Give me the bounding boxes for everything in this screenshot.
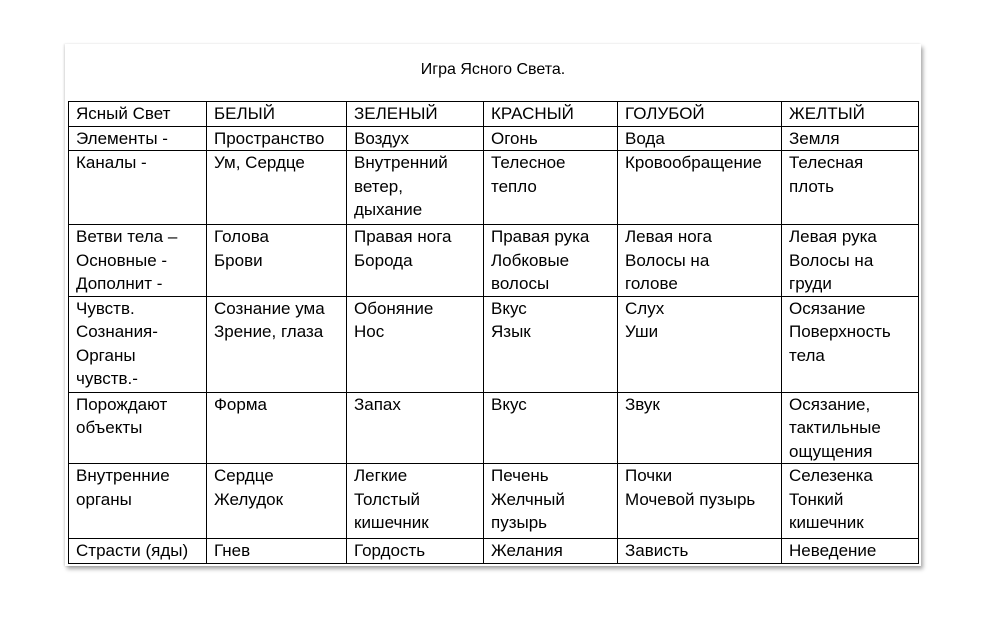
table-cell-blue <box>618 539 782 564</box>
table-cell-blue <box>618 296 782 392</box>
cell-text-line: Тонкий <box>789 489 844 509</box>
cell-text-line: Левая нога <box>625 227 712 246</box>
table-cell-label <box>69 296 207 392</box>
cell-text-line: Воздух <box>354 128 409 148</box>
cell-text-line: Сознания- <box>76 322 158 341</box>
header-cell-label: Ясный Свет <box>69 102 207 127</box>
table-cell-label <box>69 126 207 151</box>
table-cell-red <box>484 296 618 392</box>
correspondence-table <box>68 101 919 564</box>
table-cell-blue <box>618 126 782 151</box>
table-cell-red <box>484 151 618 225</box>
table-cell-yellow <box>782 151 919 225</box>
table-cell-green <box>347 464 484 539</box>
table-cell-red <box>484 225 618 297</box>
cell-text-line: Мочевой пузырь <box>625 489 756 509</box>
table-body <box>69 102 919 564</box>
cell-text-line: Зрение, глаза <box>214 322 324 341</box>
cell-text-line: Волосы на <box>625 250 710 270</box>
table-cell-white <box>207 539 347 564</box>
cell-text-line: Гордость <box>354 541 426 560</box>
cell-text-line: Осязание, <box>789 394 871 414</box>
cell-text-line: Страсти (яды) <box>76 541 189 560</box>
cell-text-line: Каналы - <box>76 153 147 172</box>
table-row <box>69 225 919 297</box>
cell-text-line: Желчный <box>491 489 565 509</box>
cell-text-line: Печень <box>491 466 549 485</box>
cell-text-line: Зависть <box>625 541 689 560</box>
cell-text-line: Слух <box>625 298 665 318</box>
cell-text-line: Телесное <box>491 153 566 172</box>
cell-text-line: Ветви тела – <box>76 227 178 246</box>
cell-text-line: Язык <box>491 322 531 341</box>
cell-text-line: Желудок <box>214 489 284 509</box>
header-cell-white: БЕЛЫЙ <box>207 102 347 127</box>
cell-text-line: Желания <box>491 541 563 560</box>
cell-text-line: Уши <box>625 322 659 341</box>
cell-text-line: волосы <box>491 274 550 293</box>
table-cell-label <box>69 225 207 297</box>
cell-text-line: Осязание <box>789 298 866 318</box>
cell-text-line: Легкие <box>354 466 408 485</box>
cell-text-line: органы <box>76 489 132 509</box>
table-cell-yellow <box>782 464 919 539</box>
table-row <box>69 539 919 564</box>
table-cell-blue <box>618 225 782 297</box>
cell-text-line: Вода <box>625 128 665 148</box>
table-cell-yellow <box>782 126 919 151</box>
table-cell-white <box>207 151 347 225</box>
cell-text-line: Запах <box>354 394 401 414</box>
table-cell-red <box>484 126 618 151</box>
table-cell-blue <box>618 151 782 225</box>
cell-text-line: Правая рука <box>491 227 590 246</box>
cell-text-line: Вкус <box>491 394 527 414</box>
cell-text-line: Нос <box>354 322 385 341</box>
cell-text-line: ощущения <box>789 441 873 461</box>
table-cell-yellow <box>782 539 919 564</box>
table-cell-yellow <box>782 225 919 297</box>
header-cell-red: КРАСНЫЙ <box>484 102 618 127</box>
cell-text-line: Земля <box>789 128 840 148</box>
table-cell-white <box>207 126 347 151</box>
cell-text-line: Основные - <box>76 250 168 270</box>
cell-text-line: Телесная <box>789 153 864 172</box>
cell-text-line: Правая нога <box>354 227 452 246</box>
cell-text-line: Неведение <box>789 541 877 560</box>
cell-text-line: ветер, <box>354 176 403 196</box>
table-cell-label <box>69 464 207 539</box>
cell-text-line: дыхание <box>354 200 423 219</box>
cell-text-line: тела <box>789 345 825 365</box>
cell-text-line: Органы <box>76 345 136 365</box>
table-row <box>69 392 919 464</box>
cell-text-line: кишечник <box>789 513 864 532</box>
table-row <box>69 296 919 392</box>
header-cell-yellow: ЖЕЛТЫЙ <box>782 102 919 127</box>
cell-text-line: Поверхность <box>789 322 891 341</box>
cell-text-line: объекты <box>76 418 143 437</box>
cell-text-line: тепло <box>491 176 537 196</box>
table-cell-red <box>484 464 618 539</box>
table-cell-white <box>207 464 347 539</box>
cell-text-line: Чувств. <box>76 298 135 318</box>
cell-text-line: голове <box>625 274 678 293</box>
cell-text-line: Почки <box>625 466 673 485</box>
cell-text-line: Кровообращение <box>625 153 762 172</box>
table-row <box>69 464 919 539</box>
cell-text-line: Гнев <box>214 541 251 560</box>
table-cell-red <box>484 392 618 464</box>
cell-text-line: кишечник <box>354 513 429 532</box>
cell-text-line: Дополнит - <box>76 274 163 293</box>
cell-text-line: Лобковые <box>491 250 570 270</box>
table-cell-blue <box>618 464 782 539</box>
table-cell-label <box>69 392 207 464</box>
cell-text-line: Внутренние <box>76 466 170 485</box>
cell-text-line: Волосы на <box>789 250 874 270</box>
table-row <box>69 126 919 151</box>
table-row <box>69 151 919 225</box>
document-page <box>65 44 921 566</box>
cell-text-line: Сердце <box>214 466 274 485</box>
cell-text-line: Форма <box>214 394 267 414</box>
cell-text-line: Обоняние <box>354 298 434 318</box>
cell-text-line: Элементы - <box>76 128 168 148</box>
cell-text-line: Брови <box>214 250 263 270</box>
table-header-row <box>69 102 919 127</box>
cell-text-line: тактильные <box>789 418 881 437</box>
cell-text-line: Толстый <box>354 489 421 509</box>
table-cell-white <box>207 296 347 392</box>
table-cell-yellow <box>782 296 919 392</box>
table-cell-green <box>347 296 484 392</box>
table-cell-green <box>347 392 484 464</box>
cell-text-line: груди <box>789 274 832 293</box>
header-cell-blue: ГОЛУБОЙ <box>618 102 782 127</box>
cell-text-line: Селезенка <box>789 466 873 485</box>
table-cell-white <box>207 225 347 297</box>
table-cell-label <box>69 539 207 564</box>
table-cell-label <box>69 151 207 225</box>
cell-text-line: Пространство <box>214 128 325 148</box>
cell-text-line: Сознание ума <box>214 298 325 318</box>
cell-text-line: Голова <box>214 227 270 246</box>
cell-text-line: пузырь <box>491 513 548 532</box>
cell-text-line: Звук <box>625 394 660 414</box>
cell-text-line: Ум, Сердце <box>214 153 305 172</box>
table-cell-green <box>347 539 484 564</box>
cell-text-line: Левая рука <box>789 227 877 246</box>
cell-text-line: Борода <box>354 250 413 270</box>
table-cell-green <box>347 225 484 297</box>
cell-text-line: плоть <box>789 176 835 196</box>
cell-text-line: чувств.- <box>76 369 138 388</box>
cell-text-line: Вкус <box>491 298 527 318</box>
table-cell-yellow <box>782 392 919 464</box>
table-cell-green <box>347 126 484 151</box>
table-cell-red <box>484 539 618 564</box>
cell-text-line: Огонь <box>491 128 538 148</box>
table-cell-blue <box>618 392 782 464</box>
cell-text-line: Порождают <box>76 394 168 414</box>
cell-text-line: Внутренний <box>354 153 448 172</box>
document-title: Игра Ясного Света. <box>420 61 566 78</box>
header-cell-green: ЗЕЛЕНЫЙ <box>347 102 484 127</box>
table-cell-green <box>347 151 484 225</box>
table-cell-white <box>207 392 347 464</box>
